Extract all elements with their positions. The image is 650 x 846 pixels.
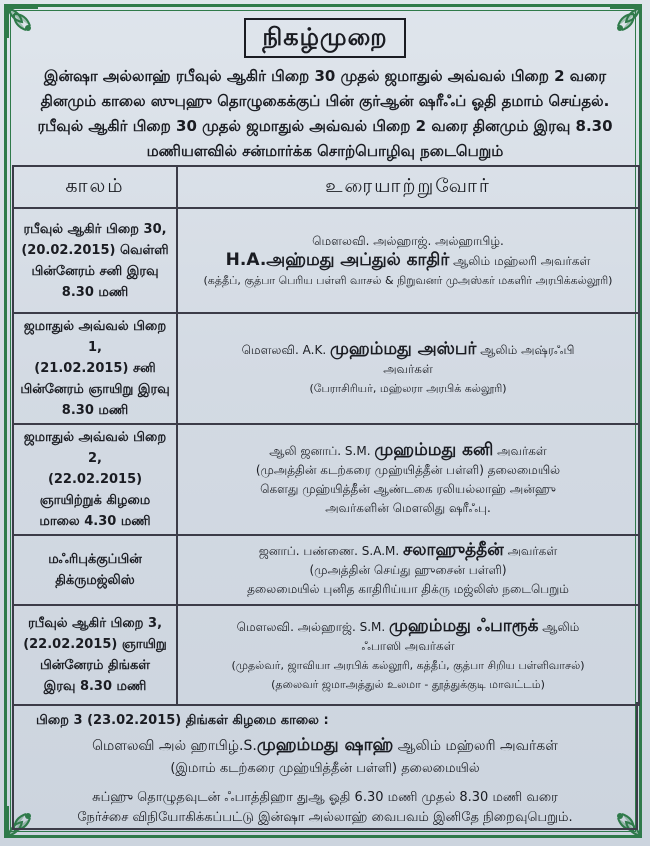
speaker-prefix: ஜனாப். பண்ணை. S.A.M.	[258, 544, 400, 558]
table-row	[13, 424, 639, 535]
speaker-prefix: ஆலி ஜனாப். S.M.	[269, 444, 371, 458]
time-line: பின்னேரம் திங்கள்	[39, 658, 151, 673]
time-cell	[13, 535, 177, 605]
time-line: 8.30 மணி	[61, 403, 129, 418]
column-header-time: காலம்	[13, 166, 177, 208]
time-line: பின்னேரம் ஞாயிறு இரவு	[20, 382, 170, 397]
speaker-role: (பேராசிரியர், மஹ்லரா அரபிக் கல்லூரி)	[309, 381, 507, 395]
closing-heading: பிறை 3 (23.02.2015) திங்கள் கிழமை காலை :	[36, 713, 329, 728]
speaker-line	[182, 541, 634, 561]
speaker-name: அஹ்மது அப்துல் காதிர்	[266, 249, 450, 270]
speaker-cell	[177, 424, 639, 535]
speaker-line: தலைமையில் புனித காதிரிய்யா திக்ரு மஜ்லிஸ் நடைபெறும்	[247, 582, 569, 596]
time-cell	[13, 313, 177, 424]
time-line: (22.02.2015)	[47, 472, 143, 487]
speaker-line: (முஅத்தின் செய்து ஹுசைன் பள்ளி)	[309, 563, 507, 577]
table-row	[13, 208, 639, 313]
time-line: மஃரிபுக்குப்பின்	[48, 552, 142, 567]
time-line: ரபீவுல் ஆகிர் பிறை 3,	[27, 616, 163, 631]
time-line: இரவு 8.30 மணி	[43, 679, 147, 694]
time-line: திக்ருமஜ்லிஸ்	[55, 573, 135, 588]
closing-section	[12, 702, 638, 830]
time-cell	[13, 424, 177, 535]
speaker-suffix: அவர்கள்	[507, 544, 558, 558]
time-line: 8.30 மணி	[61, 284, 129, 300]
speaker-cell	[177, 535, 639, 605]
time-cell	[13, 605, 177, 705]
speaker-cell	[177, 605, 639, 705]
speaker-line: கௌது முஹ்யித்தீன் ஆண்டகை ரலியல்லாஹ் அன்ஹு	[260, 482, 556, 496]
time-line: (22.02.2015) ஞாயிறு	[23, 637, 167, 652]
speaker-role: (முதல்வர், ஜாவியா அரபிக் கல்லூரி, கத்தீப், குத்பா சிறிய பள்ளிவாசல்)	[231, 658, 585, 672]
closing-note	[14, 788, 636, 828]
speaker-role: (தலைவர் ஜமாஅத்துல் உலமா - தூத்துக்குடி மாவட்டம்)	[271, 677, 545, 691]
speaker-prefix: மௌலவி அல் ஹாபிழ்.S.	[92, 738, 257, 754]
speaker-name: முஹம்மது அஸ்பர்	[329, 338, 477, 359]
closing-line: நேர்ச்சை விநியோகிக்கப்பட்டு இன்ஷா அல்லாஹ் வைபவம் இனிதே நிறைவுபெறும்.	[77, 810, 573, 825]
speaker-line	[182, 441, 634, 461]
speaker-line	[182, 617, 634, 637]
corner-ornament-icon	[6, 6, 40, 40]
speaker-cell	[177, 208, 639, 313]
speaker-line: ஃபாஸி அவர்கள்	[361, 638, 455, 653]
speaker-line	[182, 251, 634, 271]
speaker-name: முஹம்மது ஃபாரூக்	[389, 615, 539, 636]
time-line: (21.02.2015) சனி	[34, 361, 156, 376]
table-row	[13, 605, 639, 705]
speaker-name: சலாஹுத்தீன்	[403, 540, 504, 560]
time-line: ஜமாதுல் அவ்வல் பிறை 2,	[23, 430, 167, 466]
table-header-row	[13, 166, 639, 208]
speaker-role: (கத்தீப், குத்பா பெரிய பள்ளி வாசல் & நிறுவனர் முஅஸ்கர் மகளிர் அரபிக்கல்லூரி)	[203, 273, 613, 287]
speaker-line: அவர்களின் மௌலிது ஷரீஃபு.	[325, 501, 491, 515]
time-line: ஜமாதுல் அவ்வல் பிறை 1,	[23, 319, 167, 355]
speaker-suffix: ஆலிம் மஹ்லரி அவர்கள்	[397, 738, 558, 754]
speaker-suffix: ஆலிம் மஹ்லரி அவர்கள்	[453, 253, 591, 268]
speaker-initials: H.A.	[225, 249, 267, 270]
closing-speaker-line	[14, 736, 636, 755]
page-title: நிகழ்முறை	[244, 18, 406, 58]
speaker-prefix: மௌலவி. A.K.	[241, 342, 327, 357]
time-line: ரபீவுல் ஆகிர் பிறை 30,	[23, 221, 167, 237]
schedule-table	[12, 165, 640, 706]
table-row	[13, 313, 639, 424]
column-header-speaker: உரையாற்றுவோர்	[177, 166, 639, 208]
closing-line: சுப்ஹு தொழுதவுடன் ஃபாத்திஹா துஆ ஓதி 6.30 மணி முதல் 8.30 மணி வரை	[92, 790, 558, 805]
speaker-line	[182, 340, 634, 360]
time-cell	[13, 208, 177, 313]
corner-ornament-icon	[608, 6, 642, 40]
speaker-line: அவர்கள்	[383, 361, 433, 376]
time-line: மாலை 4.30 மணி	[39, 514, 151, 529]
intro-paragraph: இன்ஷா அல்லாஹ் ரபீவுல் ஆகிர் பிறை 30 முதல் ஜமாதுல் அவ்வல் பிறை 2 வரை தினமும் காலை ஸுபுஹு தொழுகைக்குப் பின் குர்ஆன் ஷரீஃப் ஓதி தமாம் செய்தல். ரபீவுல் ஆகிர் பிறை 30 முதல் ஜமாதுல் அவ்வல் பிறை 2 வரை தினமும் இரவு 8.30 மணியளவில் சன்மார்க்க சொற்பொழிவு நடைபெறும்	[37, 67, 613, 160]
speaker-suffix: ஆலிம் அஷ்ரஃபி	[480, 342, 575, 357]
table-row	[13, 535, 639, 605]
speaker-line: (முஅத்தின் கடற்கரை முஹ்யித்தீன் பள்ளி) தலைமையில்	[255, 463, 561, 477]
speaker-name: முஹம்மது கனி	[374, 440, 494, 460]
speaker-line: மௌலவி. அல்ஹாஜ். அல்ஹாபிழ்.	[312, 233, 504, 248]
speaker-name: முஹம்மது ஷாஹ்	[256, 735, 394, 755]
time-line: பின்னேரம் சனி இரவு	[31, 263, 159, 279]
time-line: (20.02.2015) வெள்ளி	[21, 242, 169, 258]
speaker-cell	[177, 313, 639, 424]
speaker-prefix: மௌலவி. அல்ஹாஜ். S.M.	[236, 619, 386, 634]
speaker-suffix: ஆலிம்	[542, 619, 580, 634]
speaker-suffix: அவர்கள்	[497, 444, 547, 458]
time-line: ஞாயிற்றுக் கிழமை	[39, 493, 151, 508]
closing-line: (இமாம் கடற்கரை முஹ்யித்தீன் பள்ளி) தலைமையில்	[170, 761, 480, 776]
